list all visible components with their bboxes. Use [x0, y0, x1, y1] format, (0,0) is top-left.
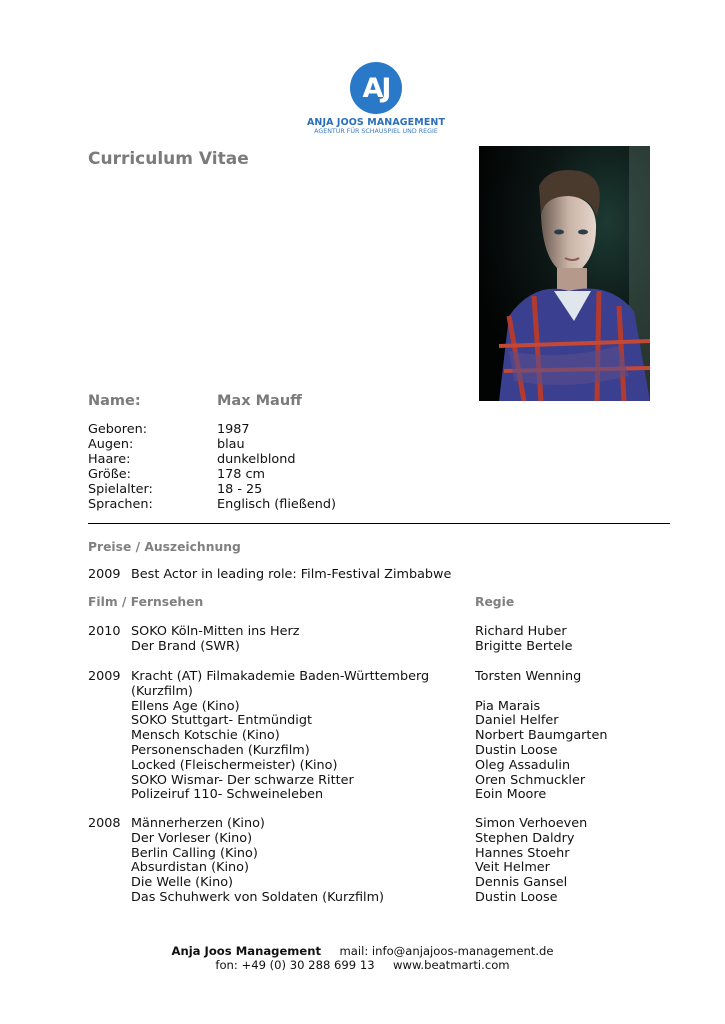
- film-title: Locked (Fleischermeister) (Kino): [131, 758, 338, 773]
- document-title: Curriculum Vitae: [88, 149, 249, 169]
- film-year: 2008: [88, 816, 121, 831]
- detail-label: Größe:: [88, 467, 131, 482]
- detail-value: dunkelblond: [217, 452, 296, 467]
- detail-value: Englisch (fließend): [217, 497, 336, 512]
- film-title: Der Vorleser (Kino): [131, 831, 253, 846]
- film-director: Daniel Helfer: [475, 713, 559, 728]
- film-title: Absurdistan (Kino): [131, 860, 249, 875]
- detail-label: Geboren:: [88, 422, 148, 437]
- name-label: Name:: [88, 393, 141, 409]
- film-title: SOKO Wismar- Der schwarze Ritter: [131, 773, 354, 788]
- detail-value: 1987: [217, 422, 250, 437]
- film-director: Hannes Stoehr: [475, 846, 570, 861]
- footer-mail: mail: info@anjajoos-management.de: [339, 944, 554, 958]
- divider-line: [88, 523, 670, 524]
- film-director: Norbert Baumgarten: [475, 728, 608, 743]
- detail-label: Haare:: [88, 452, 131, 467]
- detail-label: Augen:: [88, 437, 134, 452]
- film-title: Männerherzen (Kino): [131, 816, 265, 831]
- footer-phone: fon: +49 (0) 30 288 699 13: [215, 958, 375, 972]
- film-title: Mensch Kotschie (Kino): [131, 728, 280, 743]
- detail-label: Sprachen:: [88, 497, 153, 512]
- awards-heading: Preise / Auszeichnung: [88, 540, 241, 554]
- film-director: Brigitte Bertele: [475, 639, 573, 654]
- actor-name: Max Mauff: [217, 393, 302, 409]
- footer-line-2: [0, 958, 725, 972]
- agency-tagline: AGENTUR FÜR SCHAUSPIEL UND REGIE: [314, 128, 438, 135]
- director-heading: Regie: [475, 595, 515, 609]
- film-title: Kracht (AT) Filmakademie Baden-Württemberg: [131, 669, 430, 684]
- film-director: Stephen Daldry: [475, 831, 575, 846]
- film-title: Die Welle (Kino): [131, 875, 234, 890]
- film-director: Oleg Assadulin: [475, 758, 571, 773]
- award-year: 2009: [88, 567, 121, 582]
- award-text: Best Actor in leading role: Film-Festival Zimbabwe: [131, 567, 452, 582]
- film-heading: Film / Fernsehen: [88, 595, 204, 609]
- detail-value: 18 - 25: [217, 482, 263, 497]
- film-title: Polizeiruf 110- Schweineleben: [131, 787, 324, 802]
- detail-value: blau: [217, 437, 245, 452]
- film-title: SOKO Stuttgart- Entmündigt: [131, 713, 312, 728]
- footer-company: Anja Joos Management: [171, 944, 322, 958]
- agency-name: ANJA JOOS MANAGEMENT: [306, 117, 446, 128]
- film-director: Dustin Loose: [475, 743, 558, 758]
- film-director: Pia Marais: [475, 699, 541, 714]
- detail-label: Spielalter:: [88, 482, 153, 497]
- film-title: Der Brand (SWR): [131, 639, 240, 654]
- film-director: Dustin Loose: [475, 890, 558, 905]
- portrait-photo: [479, 146, 650, 401]
- footer-web: www.beatmarti.com: [393, 958, 510, 972]
- film-director: Eoin Moore: [475, 787, 547, 802]
- footer-line-1: [0, 944, 725, 958]
- film-title: Personenschaden (Kurzfilm): [131, 743, 310, 758]
- film-director: Veit Helmer: [475, 860, 550, 875]
- film-director: Oren Schmuckler: [475, 773, 586, 788]
- film-title: Das Schuhwerk von Soldaten (Kurzfilm): [131, 890, 385, 905]
- detail-value: 178 cm: [217, 467, 265, 482]
- film-year: 2010: [88, 624, 121, 639]
- agency-logo: AJ: [350, 62, 402, 114]
- film-title: Berlin Calling (Kino): [131, 846, 258, 861]
- film-title: SOKO Köln-Mitten ins Herz: [131, 624, 300, 639]
- film-director: Dennis Gansel: [475, 875, 568, 890]
- film-director: Torsten Wenning: [475, 669, 582, 684]
- film-title: (Kurzfilm): [131, 684, 193, 699]
- film-title: Ellens Age (Kino): [131, 699, 240, 714]
- film-year: 2009: [88, 669, 121, 684]
- film-director: Simon Verhoeven: [475, 816, 588, 831]
- film-director: Richard Huber: [475, 624, 567, 639]
